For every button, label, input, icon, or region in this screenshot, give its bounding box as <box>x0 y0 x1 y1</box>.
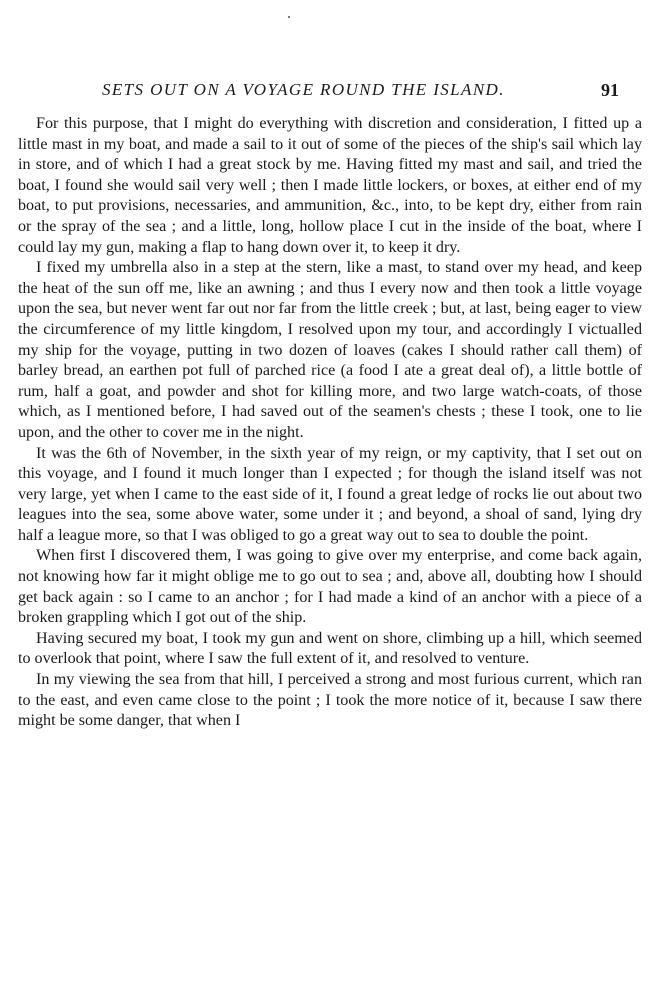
paragraph: It was the 6th of November, in the sixth year of my reign, or my captivity, that I set out on this voyage, and I found it much longer than I expected ; for though the island itself was not very large, yet when I came to the east side of it, I found a great ledge of rocks lie out about two leagues into the sea, some above water, some under it ; and beyond, a shoal of sand, lying dry half a league more, so that I was obliged to go a great way out to sea to double the point. <box>18 444 642 544</box>
running-header <box>0 80 667 104</box>
paragraph: In my viewing the sea from that hill, I perceived a strong and most furious current, which ran to the east, and even came close to the point ; I took the more notice of it, because I saw there might be some danger, that when I <box>18 671 642 730</box>
paragraph: Having secured my boat, I took my gun and went on shore, climbing up a hill, which seemed to overlook that point, where I saw the full extent of it, and resolved to venture. <box>18 629 642 668</box>
page-number: 91 <box>601 80 619 100</box>
ink-speck <box>288 16 290 18</box>
paragraph: I fixed my umbrella also in a step at the stern, like a mast, to stand over my head, and keep the heat of the sun off me, like an awning ; and thus I every now and then took a little voyage upon the sea, but never went far out nor far from the little creek ; but, at last, being eager to view the circumference of my little kingdom, I resolved upon my tour, and accordingly I victualled my ship for the voyage, putting in two dozen of loaves (cakes I should rather call them) of barley bread, an earthen pot full of parched rice (a food I ate a great deal of), a little bottle of rum, half a goat, and powder and shot for killing more, and two large watch-coats, of those which, as I mentioned before, I had saved out of the seamen's chests ; these I took, one to lie upon, and the other to cover me in the night. <box>18 259 642 441</box>
paragraph: When first I discovered them, I was going to give over my enterprise, and come back again, not knowing how far it might oblige me to go out to sea ; and, above all, doubting how I should get back again : so I came to an anchor ; for I had made a kind of an anchor with a piece of a broken grappling which I got out of the ship. <box>18 547 642 627</box>
paragraph: For this purpose, that I might do everything with discretion and consideration, I fitted up a little mast in my boat, and made a sail to it out of some of the pieces of the ship's sail which lay in store, and of which I had a great stock by me. Having fitted my mast and sail, and tried the boat, I found she would sail very well ; then I made little lockers, or boxes, at either end of my boat, to put provisions, necessaries, and ammunition, &c., into, to be kept dry, either from rain or the spray of the sea ; and a little, long, hollow place I cut in the inside of the boat, where I could lay my gun, making a flap to hang down over it, to keep it dry. <box>18 115 642 256</box>
running-title: SETS OUT ON A VOYAGE ROUND THE ISLAND. <box>102 80 505 99</box>
body-text <box>18 114 642 732</box>
